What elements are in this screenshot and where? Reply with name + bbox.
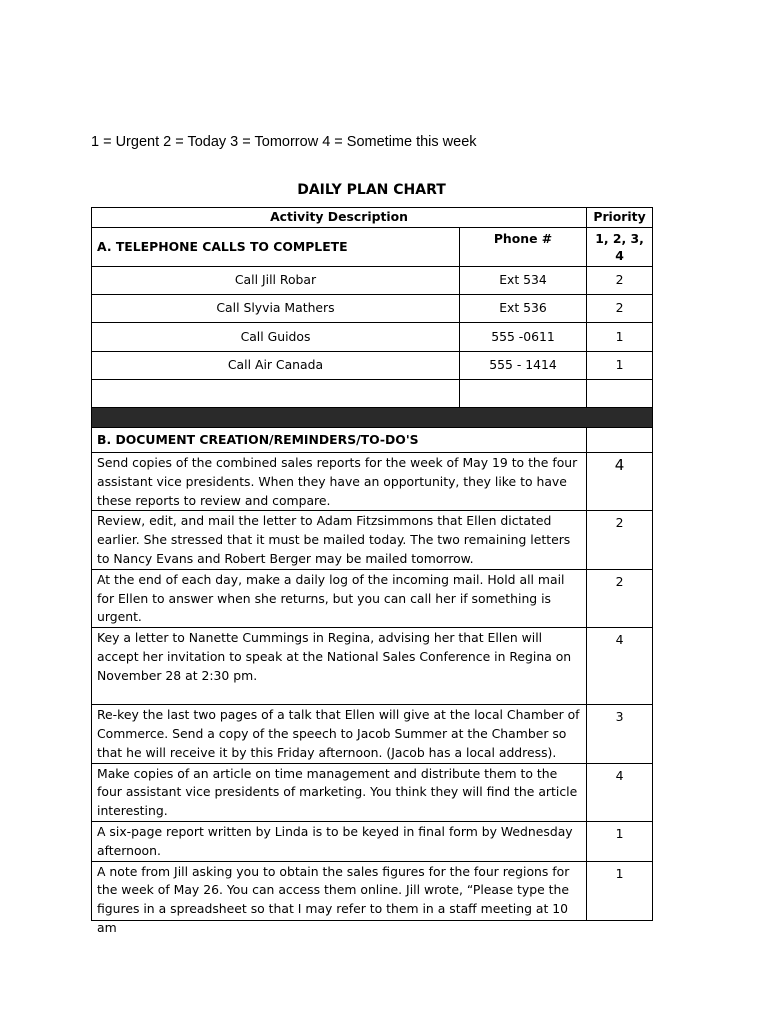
empty-call-row (92, 380, 653, 408)
call-row (92, 323, 653, 352)
empty-cell (92, 380, 460, 408)
task-description: Review, edit, and mail the letter to Adam Fitzsimmons that Ellen dictated earlier. She stressed that it must be mailed today. The two remaining letters to Nancy Evans and Robert Berger may be mailed tomorrow. (92, 511, 587, 569)
task-row (92, 705, 653, 763)
task-row (92, 511, 653, 569)
section-b-heading: B. DOCUMENT CREATION/REMINDERS/TO-DO'S (92, 428, 587, 453)
divider-bar (92, 408, 653, 428)
call-row (92, 295, 653, 323)
task-row (92, 453, 653, 511)
task-description-text: A note from Jill asking you to obtain the sales figures for the four regions for the week of May 26. You can access them online. Jill wrote, “Please type the figures in a spreadsheet so that I may refer to them in a staff meeting at 10 am (97, 863, 570, 935)
call-activity: Call Air Canada (92, 352, 460, 380)
call-phone: Ext 534 (460, 267, 587, 295)
task-description: Re-key the last two pages of a talk that Ellen will give at the local Chamber of Commerce. Send a copy of the speech to Jacob Summer at the Chamber so that he will receive it by this Friday afternoon. (Jacob has a local address). (92, 705, 587, 763)
call-row (92, 267, 653, 295)
task-priority: 1 (587, 821, 653, 861)
section-b-row (92, 428, 653, 453)
task-priority: 4 (587, 628, 653, 705)
call-phone: Ext 536 (460, 295, 587, 323)
call-priority: 2 (587, 295, 653, 323)
task-priority: 2 (587, 511, 653, 569)
call-priority: 2 (587, 267, 653, 295)
daily-plan-table (91, 207, 653, 935)
call-activity: Call Slyvia Mathers (92, 295, 460, 323)
section-a-row (92, 228, 653, 267)
task-description: Send copies of the combined sales reports for the week of May 19 to the four assistant vice presidents. When they have an opportunity, they like to have these reports to review and compare. (92, 453, 587, 511)
empty-cell (587, 428, 653, 453)
task-description: A six-page report written by Linda is to be keyed in final form by Wednesday afternoon. (92, 821, 587, 861)
empty-cell (460, 380, 587, 408)
task-row (92, 821, 653, 861)
section-a-heading: A. TELEPHONE CALLS TO COMPLETE (92, 228, 460, 267)
task-row (92, 628, 653, 705)
priority-legend: 1 = Urgent 2 = Today 3 = Tomorrow 4 = Sometime this week (91, 134, 477, 150)
call-priority: 1 (587, 352, 653, 380)
call-activity: Call Guidos (92, 323, 460, 352)
call-activity: Call Jill Robar (92, 267, 460, 295)
task-description: Key a letter to Nanette Cummings in Regina, advising her that Ellen will accept her invitation to speak at the National Sales Conference in Regina on November 28 at 2:30 pm. (92, 628, 587, 705)
call-phone: 555 -0611 (460, 323, 587, 352)
task-priority: 4 (587, 763, 653, 821)
activity-description-header: Activity Description (92, 208, 587, 228)
task-description: At the end of each day, make a daily log of the incoming mail. Hold all mail for Ellen to answer when she returns, but you can call her if something is urgent. (92, 569, 587, 627)
task-description (92, 861, 587, 935)
header-row (92, 208, 653, 228)
page-title: DAILY PLAN CHART (297, 182, 446, 198)
priority-header: Priority (587, 208, 653, 228)
task-priority: 4 (587, 453, 653, 511)
call-phone: 555 - 1414 (460, 352, 587, 380)
task-description: Make copies of an article on time management and distribute them to the four assistant vice presidents of marketing. You think they will find the article interesting. (92, 763, 587, 821)
empty-cell (587, 380, 653, 408)
task-priority: 2 (587, 569, 653, 627)
priority-scale: 1, 2, 3, 4 (587, 228, 653, 267)
task-priority: 3 (587, 705, 653, 763)
task-row (92, 763, 653, 821)
section-divider (92, 408, 653, 428)
task-row (92, 861, 653, 920)
task-priority: 1 (587, 861, 653, 920)
call-row (92, 352, 653, 380)
task-row (92, 569, 653, 627)
call-priority: 1 (587, 323, 653, 352)
phone-header: Phone # (460, 228, 587, 267)
